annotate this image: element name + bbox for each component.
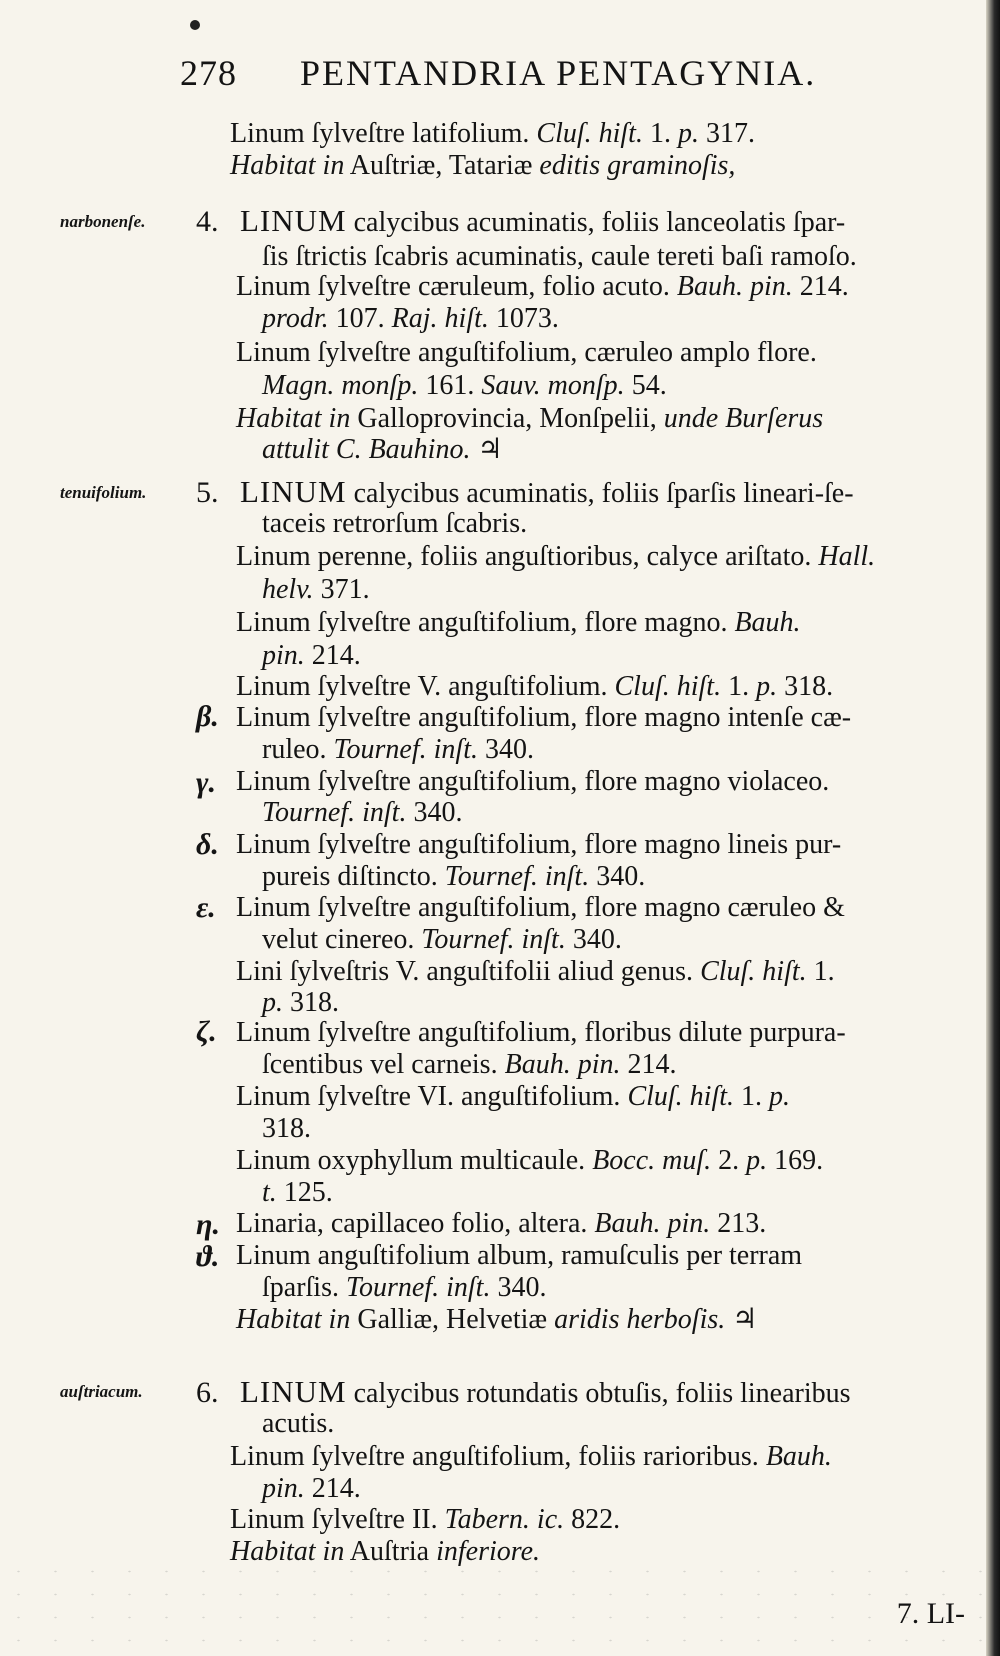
italic-text: Bocc. muſ. [592,1145,712,1176]
italic-text: Cluſ. hiſt. [536,118,643,149]
text-line [262,241,857,273]
roman-text: 340. [406,797,463,828]
variety-zeta: ζ. [196,1015,217,1048]
roman-text: 318. [777,671,834,702]
italic-text: Hall. [818,541,876,572]
text-line [262,734,534,766]
page-noise [0,1560,1000,1656]
italic-text: Bauh. [734,607,801,638]
text-line [262,861,645,893]
roman-text: Linum ſylveſtre anguſtifolium, flore magno lineis pur- [236,829,842,860]
roman-text: 214. [304,1473,361,1504]
variety-gamma: γ. [196,766,216,799]
text-line [230,1504,620,1536]
italic-text: unde Burſerus [663,403,824,434]
text-line [236,1208,766,1240]
roman-text: 1. [642,118,678,149]
roman-text: 125. [276,1177,333,1208]
italic-text: pin. [262,640,305,671]
text-line [236,702,851,734]
italic-text: helv. [262,574,314,605]
text-line [236,1017,846,1049]
text-line [236,1304,757,1336]
species-number-6: 6. [196,1376,219,1409]
genus-name: LINUM [240,474,347,509]
italic-text: Habitat in [230,1536,345,1567]
species-number-4: 4. [196,205,219,238]
ink-dot [190,20,200,30]
text-line [262,574,370,606]
text-line [262,303,559,335]
roman-text: Linum perenne, foliis anguſtioribus, calyce ariſtato. [236,541,819,572]
italic-text: Habitat in [236,403,351,434]
roman-text: Auſtriæ, Tatariæ [344,150,540,181]
text-line [262,924,622,956]
roman-text: 107. [328,303,392,334]
variety-eta: η. [196,1208,220,1241]
roman-text: 214. [620,1049,677,1080]
roman-text: 1073. [488,303,559,334]
italic-text: Tournef. inſt. [262,797,407,828]
roman-text: Auſtria [344,1536,437,1567]
roman-text: 318. [262,1113,311,1144]
roman-text: Linum ſylveſtre V. anguſtifolium. [236,671,615,702]
roman-text: ♃ [725,1304,758,1335]
roman-text: Lini ſylveſtris V. anguſtifolii aliud genus. [236,956,701,987]
text-line [262,508,527,540]
roman-text: Linum ſylveſtre anguſtifolium, cæruleo amplo flore. [236,337,817,368]
variety-theta: ϑ. [196,1240,220,1273]
roman-text: 54. [624,370,667,401]
text-line [262,434,503,466]
roman-text: 318. [283,987,339,1018]
italic-text: p. [677,118,699,149]
text-line [236,1145,823,1177]
text-line [236,337,817,369]
italic-text: inferiore. [436,1536,541,1567]
text-line [236,541,875,573]
roman-text: 1. [721,671,757,702]
text-line [236,671,833,703]
roman-text: 2. [711,1145,747,1176]
variety-beta: β. [196,700,219,733]
roman-text: ſparſis. [262,1272,346,1303]
species-diagnosis-line [240,1376,851,1410]
text-line [262,1408,334,1440]
roman-text: 213. [710,1208,767,1239]
genus-name: LINUM [240,1374,347,1409]
roman-text: ♃ [470,434,503,465]
italic-text: attulit C. Bauhino. [262,434,471,465]
text-line [236,829,841,861]
italic-text: p. [746,1145,768,1176]
variety-delta: δ. [196,828,219,861]
text-line [262,1049,676,1081]
italic-text: p. [756,671,778,702]
text-line [230,118,755,150]
italic-text: prodr. [262,303,329,334]
roman-text: 169. [767,1145,824,1176]
roman-text: Linum ſylveſtre cæruleum, folio acuto. [236,271,677,302]
text-line [262,797,462,829]
roman-text: Linum ſylveſtre anguſtifolium, foliis rarioribus. [230,1441,766,1472]
text-line [262,370,667,402]
italic-text: Tournef. inſt. [346,1272,491,1303]
roman-text: velut cinereo. [262,924,422,955]
genus-name: LINUM [240,203,347,238]
italic-text: Cluſ. hiſt. [700,956,807,987]
italic-text: p. [769,1081,791,1112]
variety-epsilon: ε. [196,891,216,924]
roman-text: 1. [734,1081,770,1112]
page-title: PENTANDRIA PENTAGYNIA. [300,53,817,93]
roman-text: Linum ſylveſtre anguſtifolium, flore magno. [236,607,735,638]
roman-text: Linum oxyphyllum multicaule. [236,1145,593,1176]
italic-text: Tournef. inſt. [333,734,478,765]
margin-note-narbonense: narbonenſe. [60,212,146,231]
text-line [236,956,835,988]
book-spine-shadow [986,0,1000,1656]
species-number-5: 5. [196,476,219,509]
roman-text: ruleo. [262,734,334,765]
roman-text: Linum ſylveſtre II. [230,1504,445,1535]
species-diagnosis-line [240,476,854,510]
roman-text: Galloprovincia, Monſpelii, [350,403,664,434]
text-line [236,403,823,435]
italic-text: Cluſ. hiſt. [614,671,722,702]
catchword: 7. LI- [896,1597,965,1630]
roman-text: acutis. [262,1408,335,1439]
italic-text: Cluſ. hiſt. [627,1081,735,1112]
italic-text: Raj. hiſt. [391,303,489,334]
italic-text: Habitat in [230,150,345,181]
italic-text: Tournef. inſt. [421,924,566,955]
italic-text: Tournef. inſt. [444,861,590,892]
text-line [262,987,339,1019]
italic-text: Bauh. pin. [594,1208,711,1239]
roman-text: 340. [490,1272,547,1303]
roman-text: Linum ſylveſtre anguſtifolium, floribus dilute purpura- [236,1017,846,1048]
margin-note-tenuifolium: tenuifolium. [60,483,147,502]
italic-text: pin. [262,1473,305,1504]
text-line [262,1473,361,1505]
roman-text: 317. [698,118,755,149]
roman-text: Linum ſylveſtre anguſtifolium, flore magno intenſe cæ- [236,702,852,733]
text-line [262,1177,333,1209]
italic-text: aridis herboſis. [554,1304,726,1335]
roman-text: calycibus rotundatis obtuſis, foliis linearibus [346,1378,851,1409]
text-line [230,1441,832,1473]
roman-text: 214. [792,271,849,302]
roman-text: Galliæ, Helvetiæ [350,1304,555,1335]
italic-text: Habitat in [236,1304,351,1335]
page-header [180,52,900,102]
italic-text: Magn. monſp. [262,370,419,401]
roman-text: 340. [589,861,646,892]
text-line [236,271,849,303]
text-line [230,150,735,182]
italic-text: Bauh. pin. [504,1049,621,1080]
roman-text: 161. [418,370,482,401]
text-line [236,892,845,924]
page-number: 278 [180,53,237,93]
roman-text: 822. [564,1504,621,1535]
species-diagnosis-line [240,205,845,239]
roman-text: ſcentibus vel carneis. [262,1049,505,1080]
italic-text: t. [262,1177,277,1208]
roman-text: Linum ſylveſtre VI. anguſtifolium. [236,1081,628,1112]
roman-text: Linum ſylveſtre anguſtifolium, flore magno violaceo. [236,766,830,797]
text-line [262,640,361,672]
italic-text: editis graminoſis, [539,150,736,181]
text-line [262,1272,546,1304]
margin-note-austriacum: auſtriacum. [60,1382,143,1401]
roman-text: calycibus acuminatis, foliis ſparſis lineari-ſe- [346,478,854,509]
text-line [236,766,829,798]
roman-text: calycibus acuminatis, foliis lanceolatis ſpar- [346,207,846,238]
italic-text: Sauv. monſp. [481,370,625,401]
roman-text: Linaria, capillaceo folio, altera. [236,1208,595,1239]
roman-text: 1. [806,956,835,987]
roman-text: Linum anguſtifolium album, ramuſculis per terram [236,1240,803,1271]
roman-text: 214. [304,640,361,671]
roman-text: Linum ſylveſtre anguſtifolium, flore magno cæruleo & [236,892,845,923]
text-line [236,607,801,639]
italic-text: Tabern. ic. [444,1504,565,1535]
roman-text: taceis retrorſum ſcabris. [262,508,528,539]
roman-text: Linum ſylveſtre latifolium. [230,118,537,149]
roman-text: ſis ſtrictis ſcabris acuminatis, caule tereti baſi ramoſo. [262,241,857,272]
italic-text: p. [262,987,283,1018]
text-line [236,1240,802,1272]
italic-text: Bauh. [765,1441,832,1472]
text-line [262,1113,311,1145]
roman-text: 340. [565,924,622,955]
text-line [236,1081,790,1113]
roman-text: pureis diſtincto. [262,861,445,892]
roman-text: 340. [477,734,534,765]
italic-text: Bauh. pin. [676,271,793,302]
roman-text: 371. [313,574,370,605]
